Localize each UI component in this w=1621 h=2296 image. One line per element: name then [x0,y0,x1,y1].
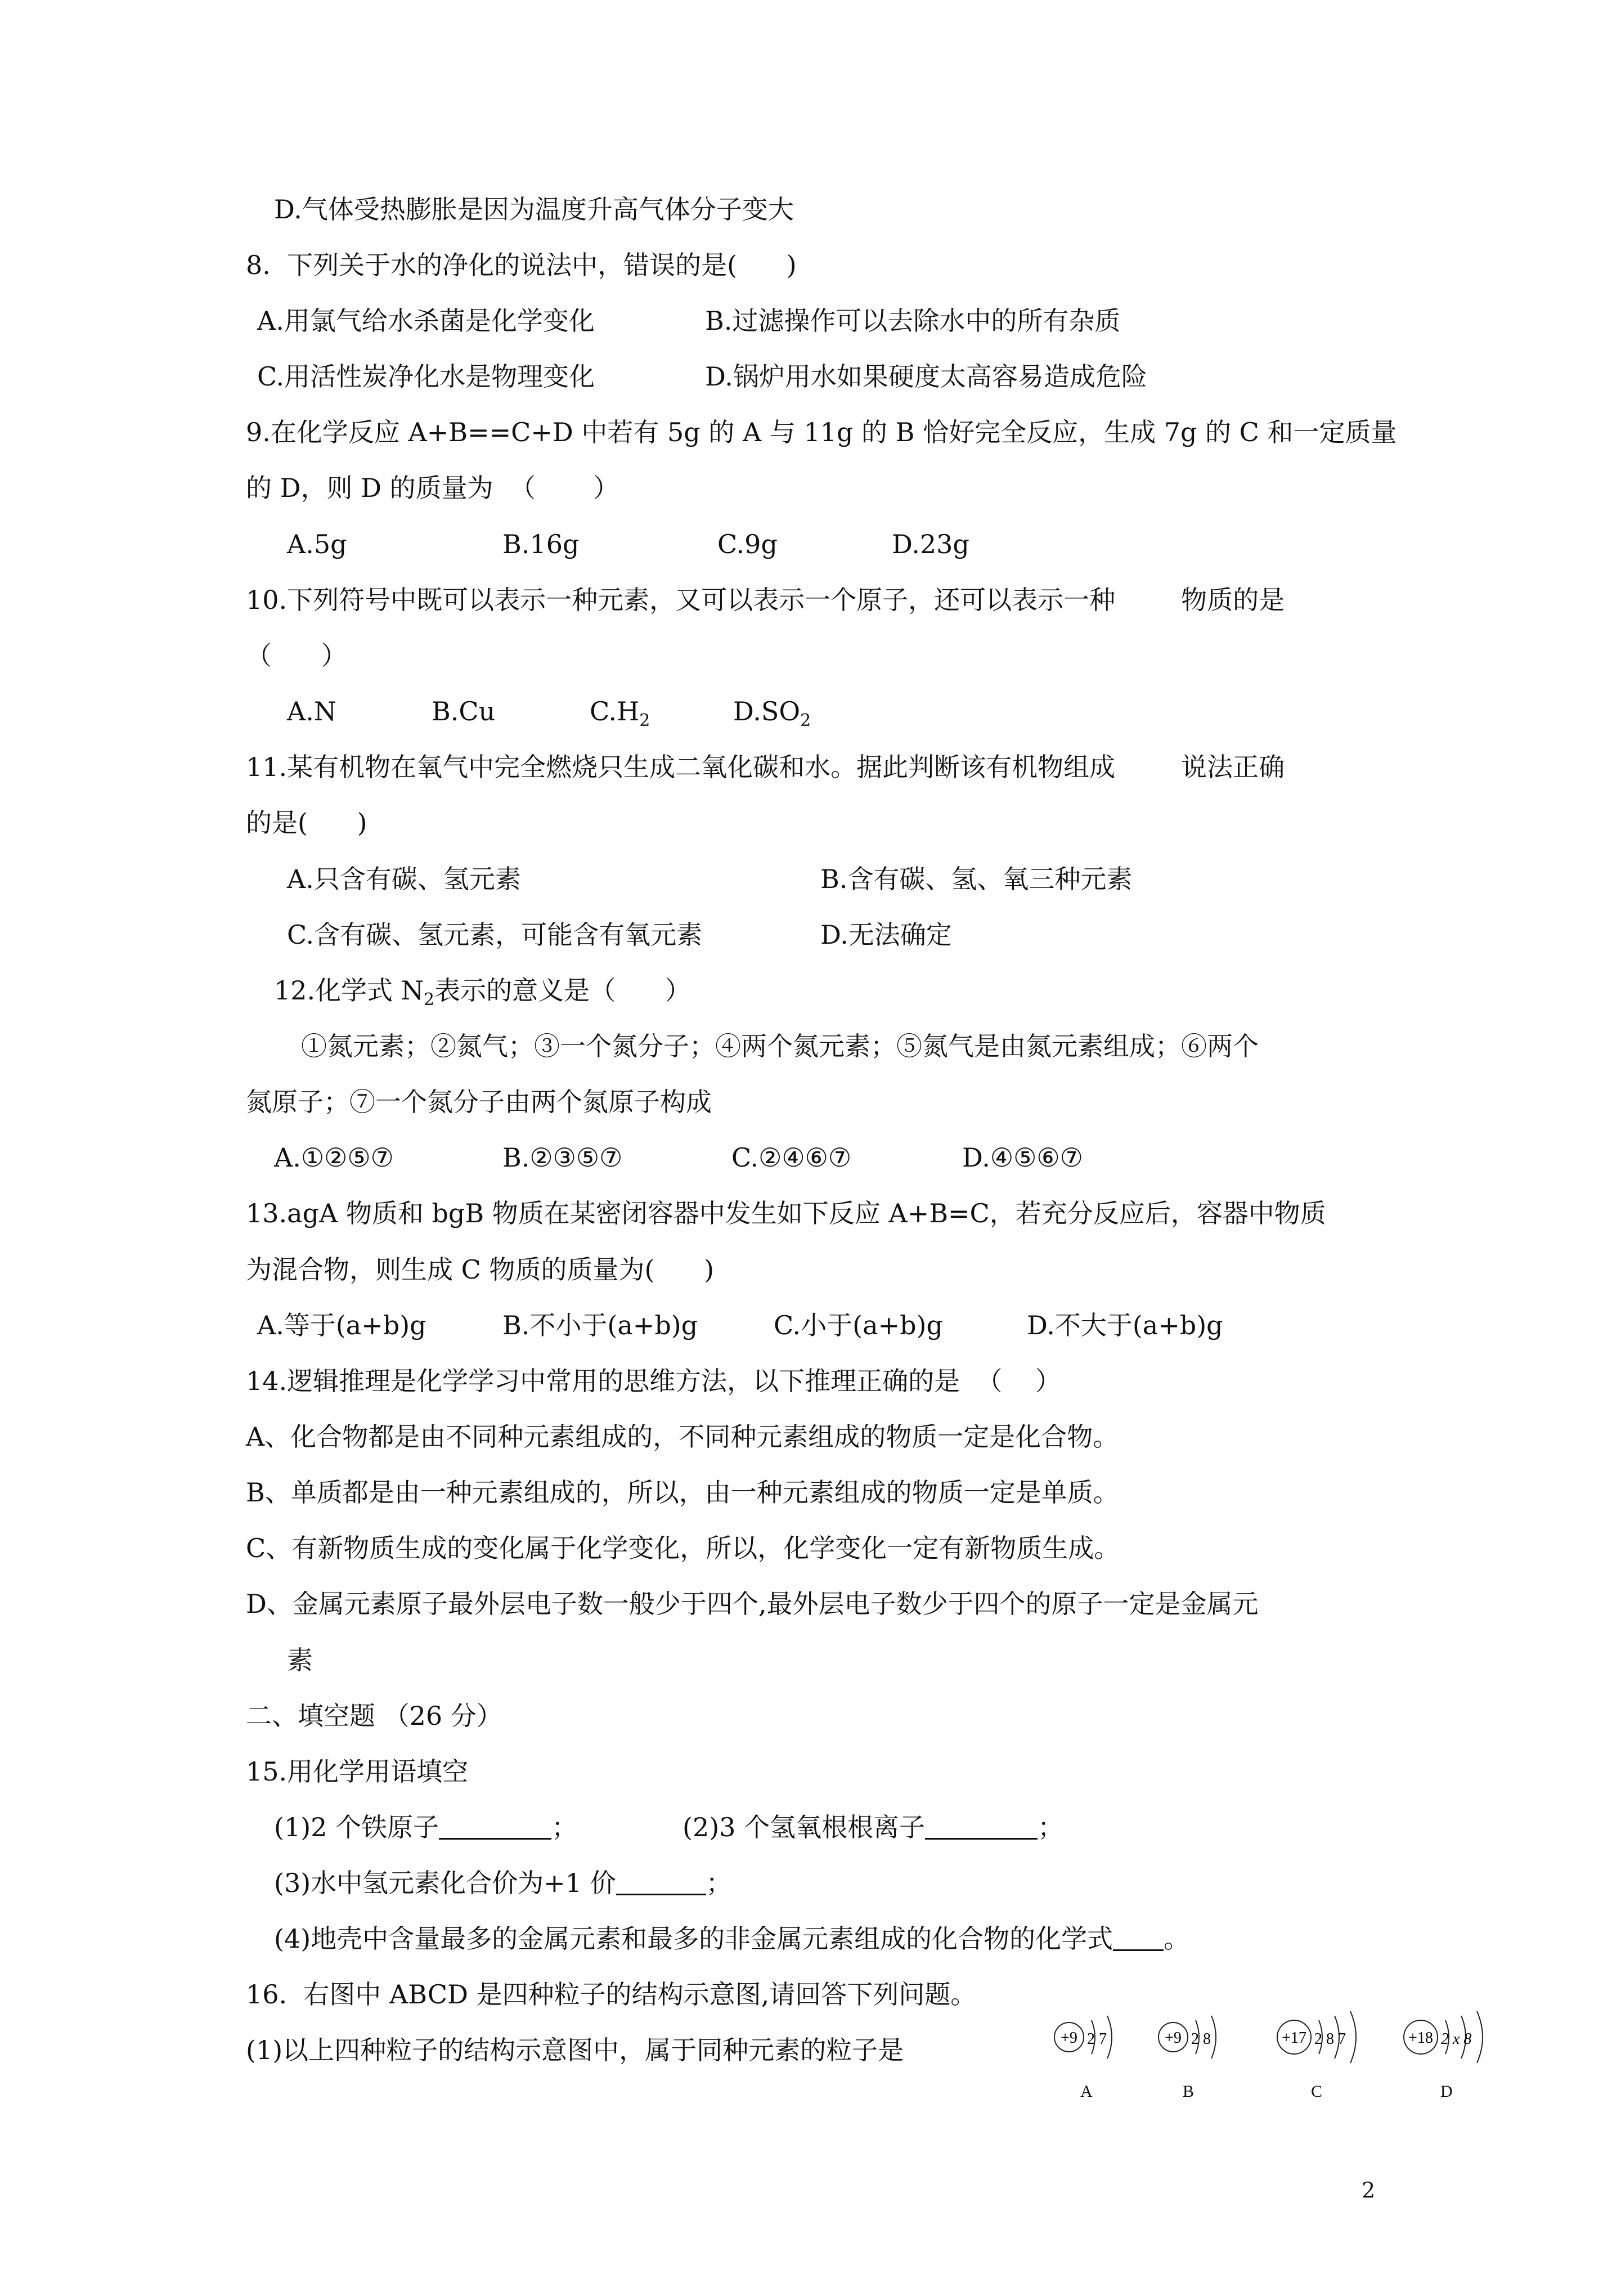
q10-option-b: B.Cu [432,696,496,727]
q8-option-b: B.过滤操作可以去除水中的所有杂质 [705,306,1121,336]
q10-stem-cont: （ ） [246,640,347,671]
q13-stem-cont: 为混合物，则生成 C 物质的质量为( ) [246,1254,715,1285]
q16-part1: (1)以上四种粒子的结构示意图中，属于同种元素的粒子是 [246,2035,904,2065]
q15-part3: (3)水中氢元素化合价为+1 价 ； [274,1868,732,1898]
q12-items-cont: 氮原子；⑦一个氮分子由两个氮原子构成 [246,1087,712,1117]
q9-option-b: B.16g [502,529,580,559]
answer-blank[interactable] [1113,1949,1164,1951]
atom-d-label: D [1440,2082,1453,2101]
answer-blank[interactable] [439,1838,551,1840]
atom-b-nucleus: +9 [1165,2029,1182,2047]
q7-option-d: D.气体受热膨胀是因为温度升高气体分子变大 [274,194,794,225]
answer-blank[interactable] [925,1838,1038,1840]
q12-option-a: A.①②⑤⑦ [274,1142,394,1173]
q8-option-d: D.锅炉用水如果硬度太高容易造成危险 [705,361,1147,392]
q9-option-d: D.23g [892,529,969,559]
subscript: 2 [639,711,650,730]
subscript: 2 [424,990,435,1010]
q15-part2: (2)3 个氢氧根根离子 ； [682,1812,1064,1842]
q15-part4: (4)地壳中含量最多的金属元素和最多的非金属元素组成的化合物的化学式 。 [274,1923,1190,1954]
q15-stem: 15.用化学用语填空 [246,1756,469,1787]
atom-a-shells: 2 7 [1087,2030,1107,2048]
atom-a-diagram [1054,2016,1112,2059]
q12-stem: 12.化学式 $N_2$表示的意义是（ ） [274,975,691,1010]
q15-part1: (1)2 个铁原子 ； [274,1812,578,1842]
q14-option-c: C、有新物质生成的变化属于化学变化，所以，化学变化一定有新物质生成。 [246,1533,1120,1563]
q13-option-d: D.不大于(a+b)g [1027,1310,1223,1340]
atom-c-nucleus: +17 [1282,2029,1306,2047]
q13-stem: 13.agA 物质和 bgB 物质在某密闭容器中发生如下反应 A+B=C，若充分反应后，容器中物质 [246,1198,1326,1228]
q12-items: ①氮元素；②氮气；③一个氮分子；④两个氮元素；⑤氮气是由氮元素组成；⑥两个 [301,1031,1259,1061]
q8-option-a: A.用氯气给水杀菌是化学变化 [257,306,595,336]
atom-d-nucleus: +18 [1408,2029,1433,2047]
q11-stem: 11.某有机物在氧气中完全燃烧只生成二氧化碳和水。据此判断该有机物组成 说法正确 [246,752,1285,782]
atom-a-nucleus: +9 [1061,2029,1077,2047]
q11-option-c: C.含有碳、氢元素，可能含有氧元素 [287,920,703,950]
q14-option-d-cont: 素 [287,1645,313,1675]
atom-d-diagram [1404,2011,1483,2063]
q13-option-c: C.小于(a+b)g [774,1310,943,1340]
atom-b-label: B [1183,2082,1195,2101]
q9-option-a: A.5g [287,529,347,559]
atom-c-diagram [1277,2011,1356,2063]
atom-diagrams-svg [1035,2003,1530,2077]
q9-stem-cont: 的 D，则 D 的质量为 （ ） [246,473,619,503]
q8-stem: 8. 下列关于水的净化的说法中，错误的是( ) [246,250,797,280]
q14-option-b: B、单质都是由一种元素组成的，所以，由一种元素组成的物质一定是单质。 [246,1477,1119,1508]
q10-option-c: $C.H_2$ [590,696,650,730]
q11-option-d: D.无法确定 [820,920,952,950]
q9-option-c: C.9g [717,529,778,559]
q11-stem-cont: 的是( ) [246,808,367,838]
q14-option-d: D、金属元素原子最外层电子数一般少于四个,最外层电子数少于四个的原子一定是金属元 [246,1589,1259,1619]
atom-a-label: A [1080,2082,1093,2101]
q12-option-c: C.②④⑥⑦ [731,1142,852,1173]
subscript: 2 [800,711,811,730]
q10-option-d: $D.SO_2$ [733,696,811,730]
section-fill-in-heading: 二、填空题 （26 分） [246,1701,502,1731]
q10-option-a: A.N [287,696,337,727]
q12-option-b: B.②③⑤⑦ [502,1142,623,1173]
atom-structure-diagrams [1035,2003,1530,2110]
q14-stem: 14.逻辑推理是化学学习中常用的思维方法，以下推理正确的是 （ ） [246,1366,1061,1396]
atom-c-shells: 2 8 7 [1314,2030,1346,2048]
q16-stem: 16. 右图中 ABCD 是四种粒子的结构示意图,请回答下列问题。 [246,1979,977,2010]
q13-option-a: A.等于(a+b)g [257,1310,426,1340]
atom-d-shells: 2 x 8 [1441,2030,1472,2048]
atom-b-shells: 2 8 [1191,2030,1211,2048]
page-number: 2 [1362,2178,1376,2203]
q11-option-b: B.含有碳、氢、氧三种元素 [820,864,1133,894]
q13-option-b: B.不小于(a+b)g [502,1310,698,1340]
q11-option-a: A.只含有碳、氢元素 [287,864,521,894]
q12-option-d: D.④⑤⑥⑦ [962,1142,1083,1173]
atom-c-label: C [1311,2082,1323,2101]
q14-option-a: A、化合物都是由不同种元素组成的，不同种元素组成的物质一定是化合物。 [246,1421,1119,1452]
q8-option-c: C.用活性炭净化水是物理变化 [257,361,595,392]
q10-stem: 10.下列符号中既可以表示一种元素，又可以表示一个原子，还可以表示一种 物质的是 [246,585,1285,615]
atom-b-diagram [1159,2016,1216,2059]
q9-stem: 9.在化学反应 A+B==C+D 中若有 5g 的 A 与 11g 的 B 恰好完全反应，生成 7g 的 C 和一定质量 [246,417,1397,447]
answer-blank[interactable] [616,1894,706,1895]
